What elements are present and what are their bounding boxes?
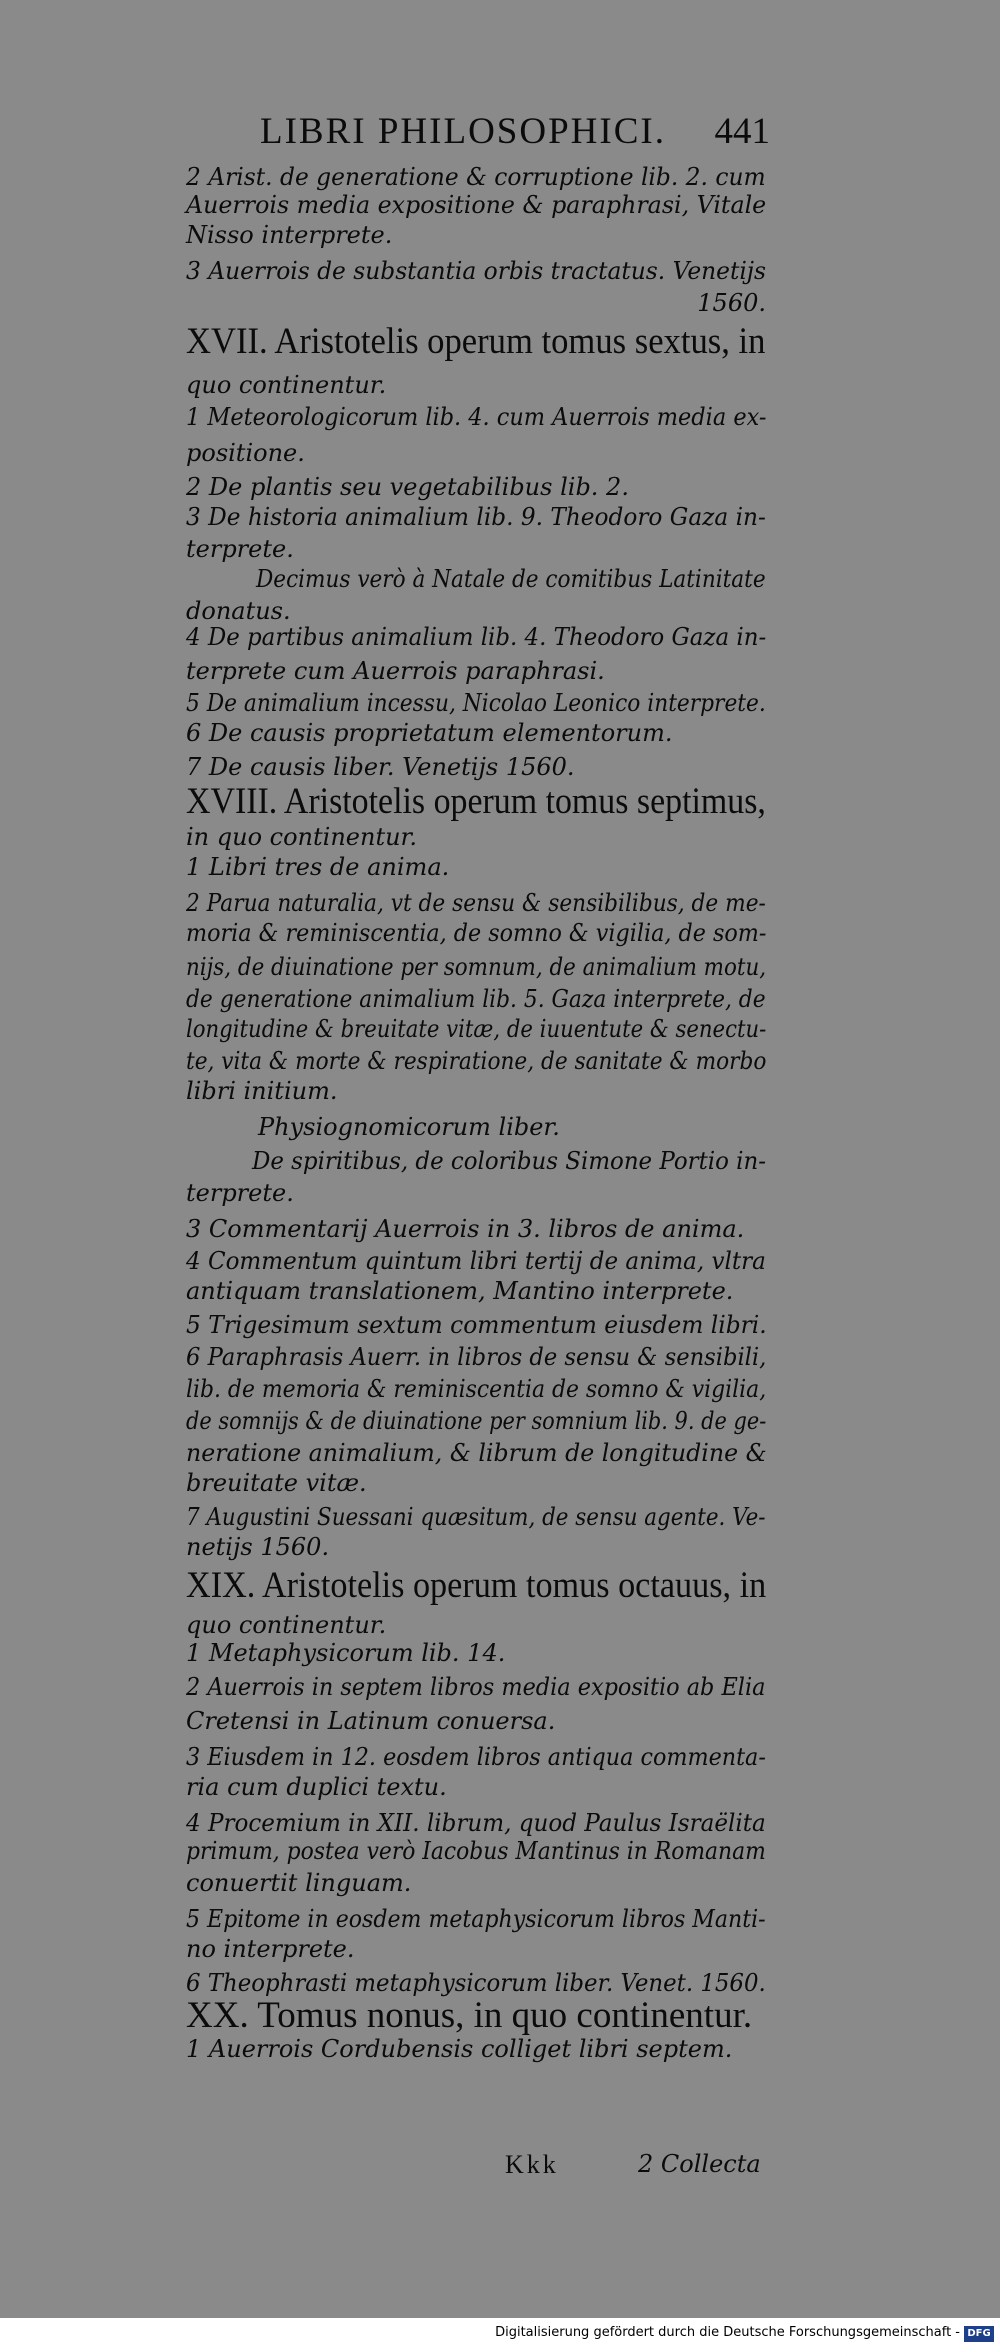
text-line: Cretensi in Latinum conuersa. bbox=[186, 1707, 556, 1735]
text-line: longitudine & breuitate vitæ, de iuuentute & senectu- bbox=[186, 1015, 767, 1043]
text-line: 1 Libri tres de anima. bbox=[186, 853, 450, 881]
text-line: quo continentur. bbox=[186, 371, 387, 399]
text-line: moria & reminiscentia, de somno & vigilia, de som- bbox=[186, 919, 767, 947]
text-line: 3 Auerrois de substantia orbis tractatus. Venetijs bbox=[186, 257, 766, 285]
text-line: 1560. bbox=[697, 289, 766, 317]
catchword: 2 Collecta bbox=[638, 2150, 761, 2178]
text-line: 6 Theophrasti metaphysicorum liber. Venet. 1560. bbox=[186, 1969, 766, 1997]
text-line: de somnijs & de diuinatione per somnium lib. 9. de ge- bbox=[186, 1407, 767, 1435]
text-line: Nisso interprete. bbox=[186, 221, 393, 249]
text-line: 2 Parua naturalia, vt de sensu & sensibilibus, de me- bbox=[186, 889, 766, 917]
text-line: primum, postea verò Iacobus Mantinus in Romanam bbox=[186, 1837, 766, 1865]
text-line: Physiognomicorum liber. bbox=[258, 1113, 560, 1141]
text-line: 1 Metaphysicorum lib. 14. bbox=[186, 1639, 506, 1667]
text-line: De spiritibus, de coloribus Simone Portio in- bbox=[252, 1147, 766, 1175]
text-line: 5 Epitome in eosdem metaphysicorum libros Manti- bbox=[186, 1905, 766, 1933]
text-line: te, vita & morte & respiratione, de sanitate & morbo bbox=[186, 1047, 767, 1075]
text-line: nijs, de diuinatione per somnum, de animalium motu, bbox=[186, 953, 767, 981]
text-line: neratione animalium, & librum de longitudine & bbox=[186, 1439, 767, 1467]
text-line: 1 Auerrois Cordubensis colliget libri septem. bbox=[186, 2035, 733, 2063]
text-line: breuitate vitæ. bbox=[186, 1469, 367, 1497]
text-line: Decimus verò à Natale de comitibus Latinitate bbox=[256, 565, 766, 593]
text-line: antiquam translationem, Mantino interprete. bbox=[186, 1277, 734, 1305]
running-header bbox=[260, 110, 770, 160]
section-heading-line: XVIII. Aristotelis operum tomus septimus, bbox=[186, 781, 766, 822]
page-footer bbox=[0, 2150, 1000, 2190]
digitization-credit-bar bbox=[0, 2318, 1000, 2352]
text-line: 1 Meteorologicorum lib. 4. cum Auerrois media ex- bbox=[186, 403, 767, 431]
text-line: netijs 1560. bbox=[186, 1533, 330, 1561]
text-line: 3 De historia animalium lib. 9. Theodoro Gaza in- bbox=[186, 503, 766, 531]
text-line: 5 Trigesimum sextum commentum eiusdem libri. bbox=[186, 1311, 767, 1339]
text-line: 2 Arist. de generatione & corruptione lib. 2. cum bbox=[186, 163, 766, 191]
text-line: 7 De causis liber. Venetijs 1560. bbox=[186, 753, 575, 781]
text-line: 5 De animalium incessu, Nicolao Leonico interprete. bbox=[186, 689, 766, 717]
text-line: lib. de memoria & reminiscentia de somno & vigilia, bbox=[186, 1375, 767, 1403]
text-line: 2 De plantis seu vegetabilibus lib. 2. bbox=[186, 473, 629, 501]
text-line: terprete cum Auerrois paraphrasi. bbox=[186, 657, 605, 685]
text-line: 7 Augustini Suessani quæsitum, de sensu agente. Ve- bbox=[186, 1503, 766, 1531]
text-line: 3 Commentarij Auerrois in 3. libros de anima. bbox=[186, 1215, 745, 1243]
signature-mark: Kkk bbox=[505, 2150, 559, 2179]
section-heading-line: XX. Tomus nonus, in quo continentur. bbox=[186, 1995, 753, 2036]
text-line: in quo continentur. bbox=[186, 823, 418, 851]
text-line: terprete. bbox=[186, 1179, 294, 1207]
text-line: donatus. bbox=[186, 597, 291, 625]
text-line: no interprete. bbox=[186, 1935, 355, 1963]
text-line: conuertit linguam. bbox=[186, 1869, 412, 1897]
text-line: terprete. bbox=[186, 535, 294, 563]
text-line: 6 Paraphrasis Auerr. in libros de sensu & sensibili, bbox=[186, 1343, 767, 1371]
running-title: LIBRI PHILOSOPHICI. bbox=[260, 111, 666, 152]
text-line: 2 Auerrois in septem libros media expositio ab Elia bbox=[186, 1673, 766, 1701]
text-line: 6 De causis proprietatum elementorum. bbox=[186, 719, 673, 747]
section-heading-line: XVII. Aristotelis operum tomus sextus, in bbox=[186, 321, 766, 362]
text-line: 4 De partibus animalium lib. 4. Theodoro Gaza in- bbox=[186, 623, 767, 651]
text-line: libri initium. bbox=[186, 1077, 338, 1105]
text-line: de generatione animalium lib. 5. Gaza interprete, de bbox=[186, 985, 766, 1013]
text-line: 4 Procemium in XII. librum, quod Paulus Israëlita bbox=[186, 1809, 766, 1837]
credit-text: Digitalisierung gefördert durch die Deutsche Forschungsgemeinschaft - bbox=[495, 2325, 960, 2340]
text-line: 3 Eiusdem in 12. eosdem libros antiqua commenta- bbox=[186, 1743, 766, 1771]
text-line: quo continentur. bbox=[186, 1611, 387, 1639]
text-line: 4 Commentum quintum libri tertij de anima, vltra bbox=[186, 1247, 766, 1275]
dfg-logo: DFG bbox=[964, 2326, 994, 2342]
text-line: ria cum duplici textu. bbox=[186, 1773, 447, 1801]
page-number: 441 bbox=[714, 111, 770, 152]
text-line: Auerrois media expositione & paraphrasi, Vitale bbox=[186, 191, 767, 219]
section-heading-line: XIX. Aristotelis operum tomus octauus, in bbox=[186, 1565, 767, 1606]
text-line: positione. bbox=[186, 439, 305, 467]
